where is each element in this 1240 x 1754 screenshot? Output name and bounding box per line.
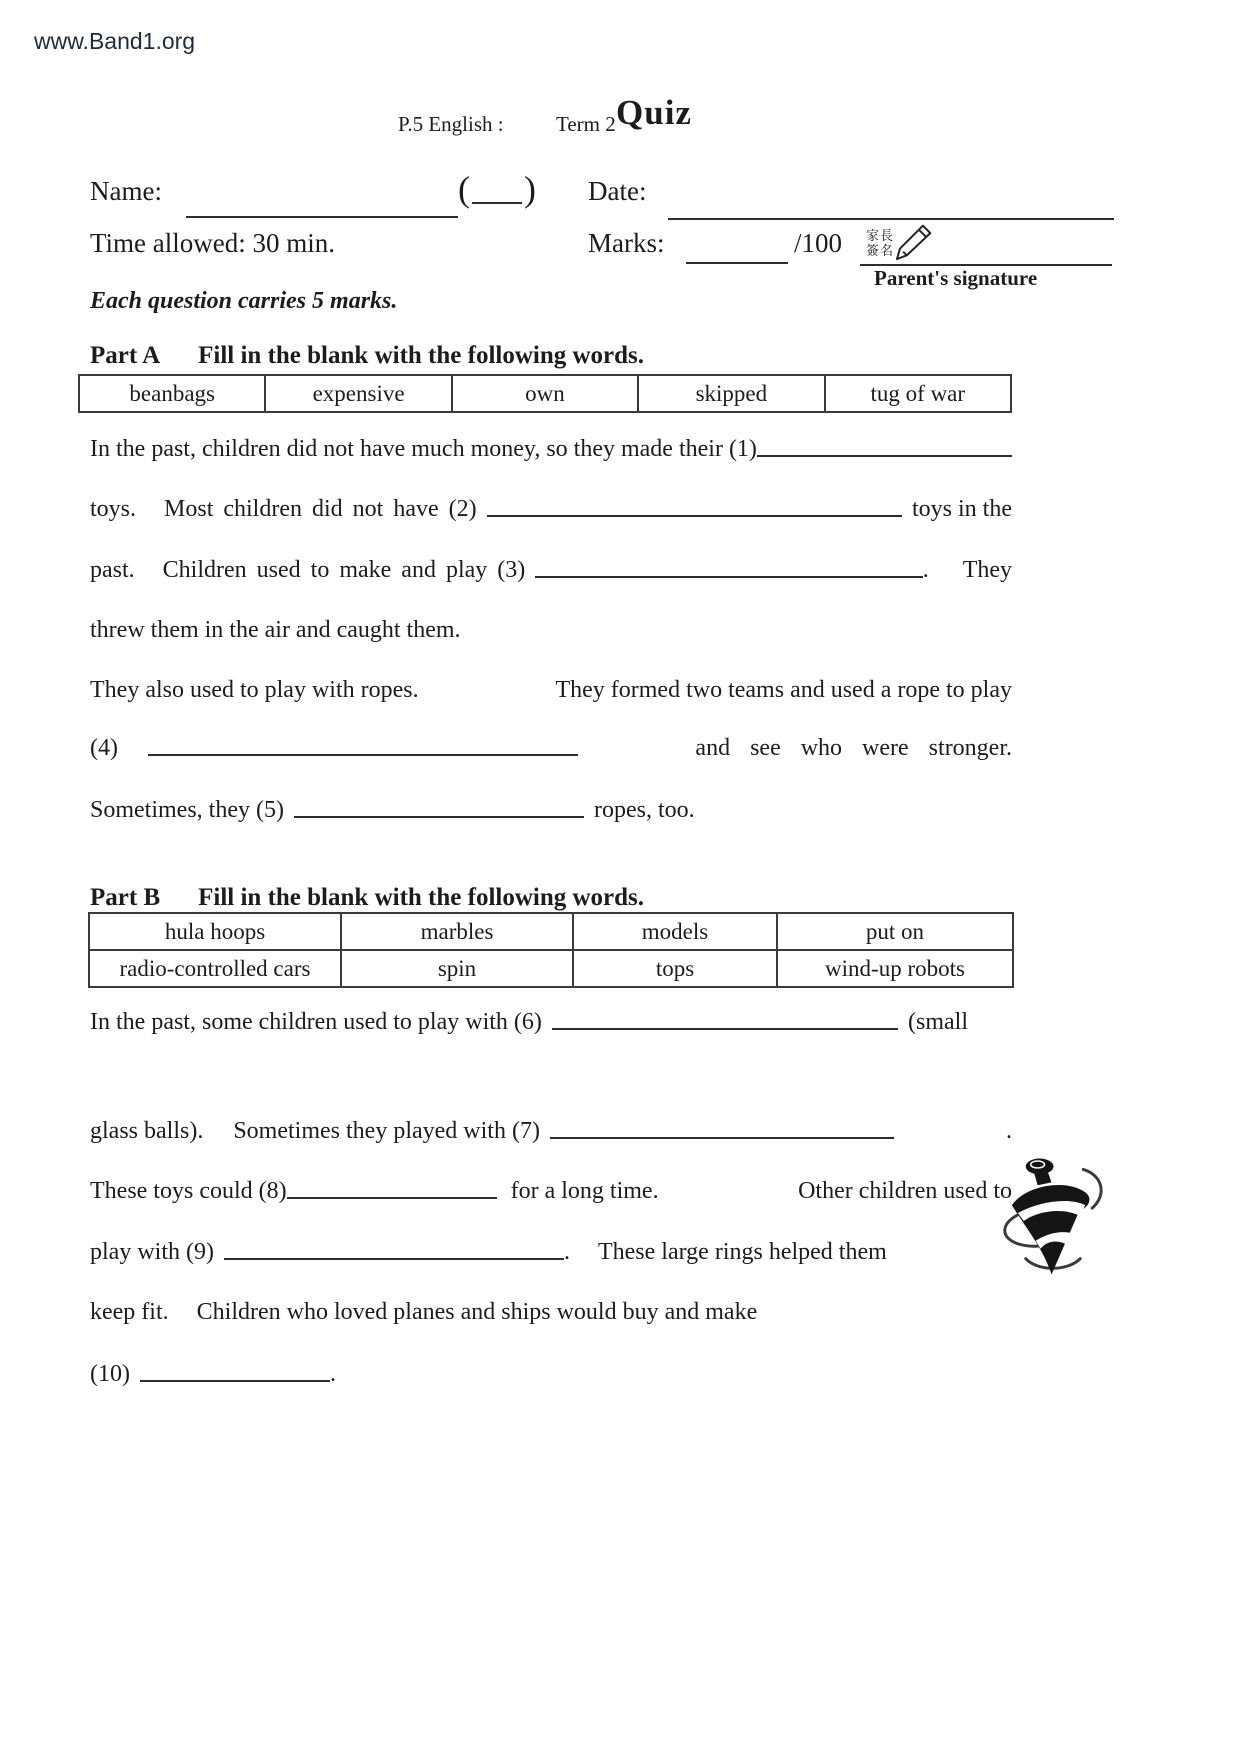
- para-text: These toys could (8): [90, 1178, 287, 1204]
- para-text: toys.: [90, 496, 137, 522]
- parent-signature-label: Parent's signature: [874, 266, 1038, 290]
- name-label: Name:: [90, 176, 162, 206]
- word-bank-cell: own: [452, 375, 638, 412]
- word-bank-cell: expensive: [265, 375, 451, 412]
- parent-sign-chinese: 家長 簽名: [866, 228, 895, 258]
- quiz-title: Quiz: [616, 93, 692, 132]
- para-text: glass balls).: [90, 1118, 204, 1144]
- para-line: [90, 1295, 1012, 1329]
- spinning-top-image: [996, 1152, 1110, 1284]
- para-text: ropes, too.: [593, 797, 695, 823]
- para-text: Most children did not have (2): [164, 496, 477, 522]
- para-text: .: [329, 1361, 336, 1387]
- blank-10: [140, 1380, 330, 1382]
- blank-6: [552, 1028, 898, 1030]
- class-number-line: [472, 202, 522, 204]
- word-bank-row: [89, 913, 1013, 950]
- paren-close: ): [524, 169, 536, 209]
- part-b-word-bank: [88, 912, 1014, 988]
- para-text: .: [922, 557, 929, 583]
- word-bank-cell: hula hoops: [89, 913, 341, 950]
- para-text: past.: [90, 557, 135, 583]
- word-bank-row: [89, 950, 1013, 987]
- para-line: [90, 613, 1012, 647]
- word-bank-cell: beanbags: [79, 375, 265, 412]
- para-line: [90, 1174, 1012, 1208]
- para-line: [90, 1357, 1012, 1391]
- blank-1: [757, 455, 1012, 457]
- blank-3: [535, 576, 922, 578]
- para-text: Children who loved planes and ships would buy and make: [196, 1299, 758, 1325]
- para-text: for a long time.: [510, 1178, 659, 1204]
- term-label: Term 2: [556, 112, 616, 136]
- para-line: [90, 1114, 1012, 1148]
- part-a-instruction: Fill in the blank with the following words.: [198, 342, 645, 369]
- para-line: [90, 731, 1012, 765]
- para-text: These large rings helped them: [597, 1239, 887, 1265]
- para-text: (4): [90, 735, 118, 761]
- para-line: [90, 432, 1012, 466]
- course-label: P.5 English :: [398, 112, 504, 136]
- para-text: (10): [90, 1361, 130, 1387]
- para-line: [90, 1005, 968, 1039]
- para-text: .: [563, 1239, 570, 1265]
- para-text: threw them in the air and caught them.: [90, 617, 461, 643]
- para-text: keep fit.: [90, 1299, 169, 1325]
- para-text: Other children used to: [798, 1178, 1012, 1204]
- para-text: toys in the: [912, 496, 1012, 522]
- para-text: In the past, some children used to play with (6): [90, 1009, 542, 1035]
- blank-2: [487, 515, 902, 517]
- para-line: [90, 793, 1012, 827]
- marks-field-line: [686, 262, 788, 264]
- time-allowed-label: Time allowed: 30 min.: [90, 228, 336, 258]
- word-bank-cell: tops: [573, 950, 777, 987]
- word-bank-cell: models: [573, 913, 777, 950]
- word-bank-cell: wind-up robots: [777, 950, 1013, 987]
- blank-7: [550, 1137, 894, 1139]
- part-a-label: Part A: [90, 342, 161, 369]
- para-line: [90, 492, 1012, 526]
- para-line: [90, 673, 1012, 707]
- date-field-line: [668, 218, 1114, 220]
- word-bank-cell: skipped: [638, 375, 824, 412]
- part-b-heading: [90, 884, 644, 912]
- para-line: [90, 1235, 1012, 1269]
- blank-8: [287, 1197, 497, 1199]
- blank-4: [148, 754, 578, 756]
- marks-label: Marks:: [588, 228, 665, 258]
- para-text: Sometimes, they (5): [90, 797, 284, 823]
- pencil-icon: [892, 222, 934, 264]
- para-text: Children used to make and play (3): [162, 557, 526, 583]
- para-text: (small: [908, 1009, 968, 1035]
- date-label: Date:: [588, 176, 647, 206]
- part-b-label: Part B: [90, 884, 161, 911]
- para-text: Sometimes they played with (7): [233, 1118, 540, 1144]
- name-field-line: [186, 216, 458, 218]
- para-text: .: [1006, 1118, 1012, 1144]
- para-text: play with (9): [90, 1239, 214, 1265]
- class-number-parens: [458, 168, 536, 210]
- part-b-instruction: Fill in the blank with the following words.: [198, 884, 645, 911]
- para-text: They formed two teams and used a rope to play: [555, 677, 1012, 703]
- blank-5: [294, 816, 584, 818]
- para-text: They: [962, 557, 1012, 583]
- paren-open: (: [458, 169, 470, 209]
- para-line: [90, 553, 1012, 587]
- word-bank-cell: put on: [777, 913, 1013, 950]
- para-text: In the past, children did not have much money, so they made their (1): [90, 436, 757, 462]
- word-bank-cell: spin: [341, 950, 573, 987]
- para-text: They also used to play with ropes.: [90, 677, 419, 703]
- part-a-heading: [90, 342, 644, 370]
- part-a-word-bank: [78, 374, 1012, 413]
- word-bank-row: [79, 375, 1011, 412]
- para-text: and see who were stronger.: [695, 735, 1012, 761]
- marks-total: /100: [794, 228, 843, 258]
- word-bank-cell: tug of war: [825, 375, 1011, 412]
- word-bank-cell: radio-controlled cars: [89, 950, 341, 987]
- marks-note: Each question carries 5 marks.: [90, 288, 398, 314]
- word-bank-cell: marbles: [341, 913, 573, 950]
- site-watermark: www.Band1.org: [34, 28, 196, 54]
- blank-9: [224, 1258, 564, 1260]
